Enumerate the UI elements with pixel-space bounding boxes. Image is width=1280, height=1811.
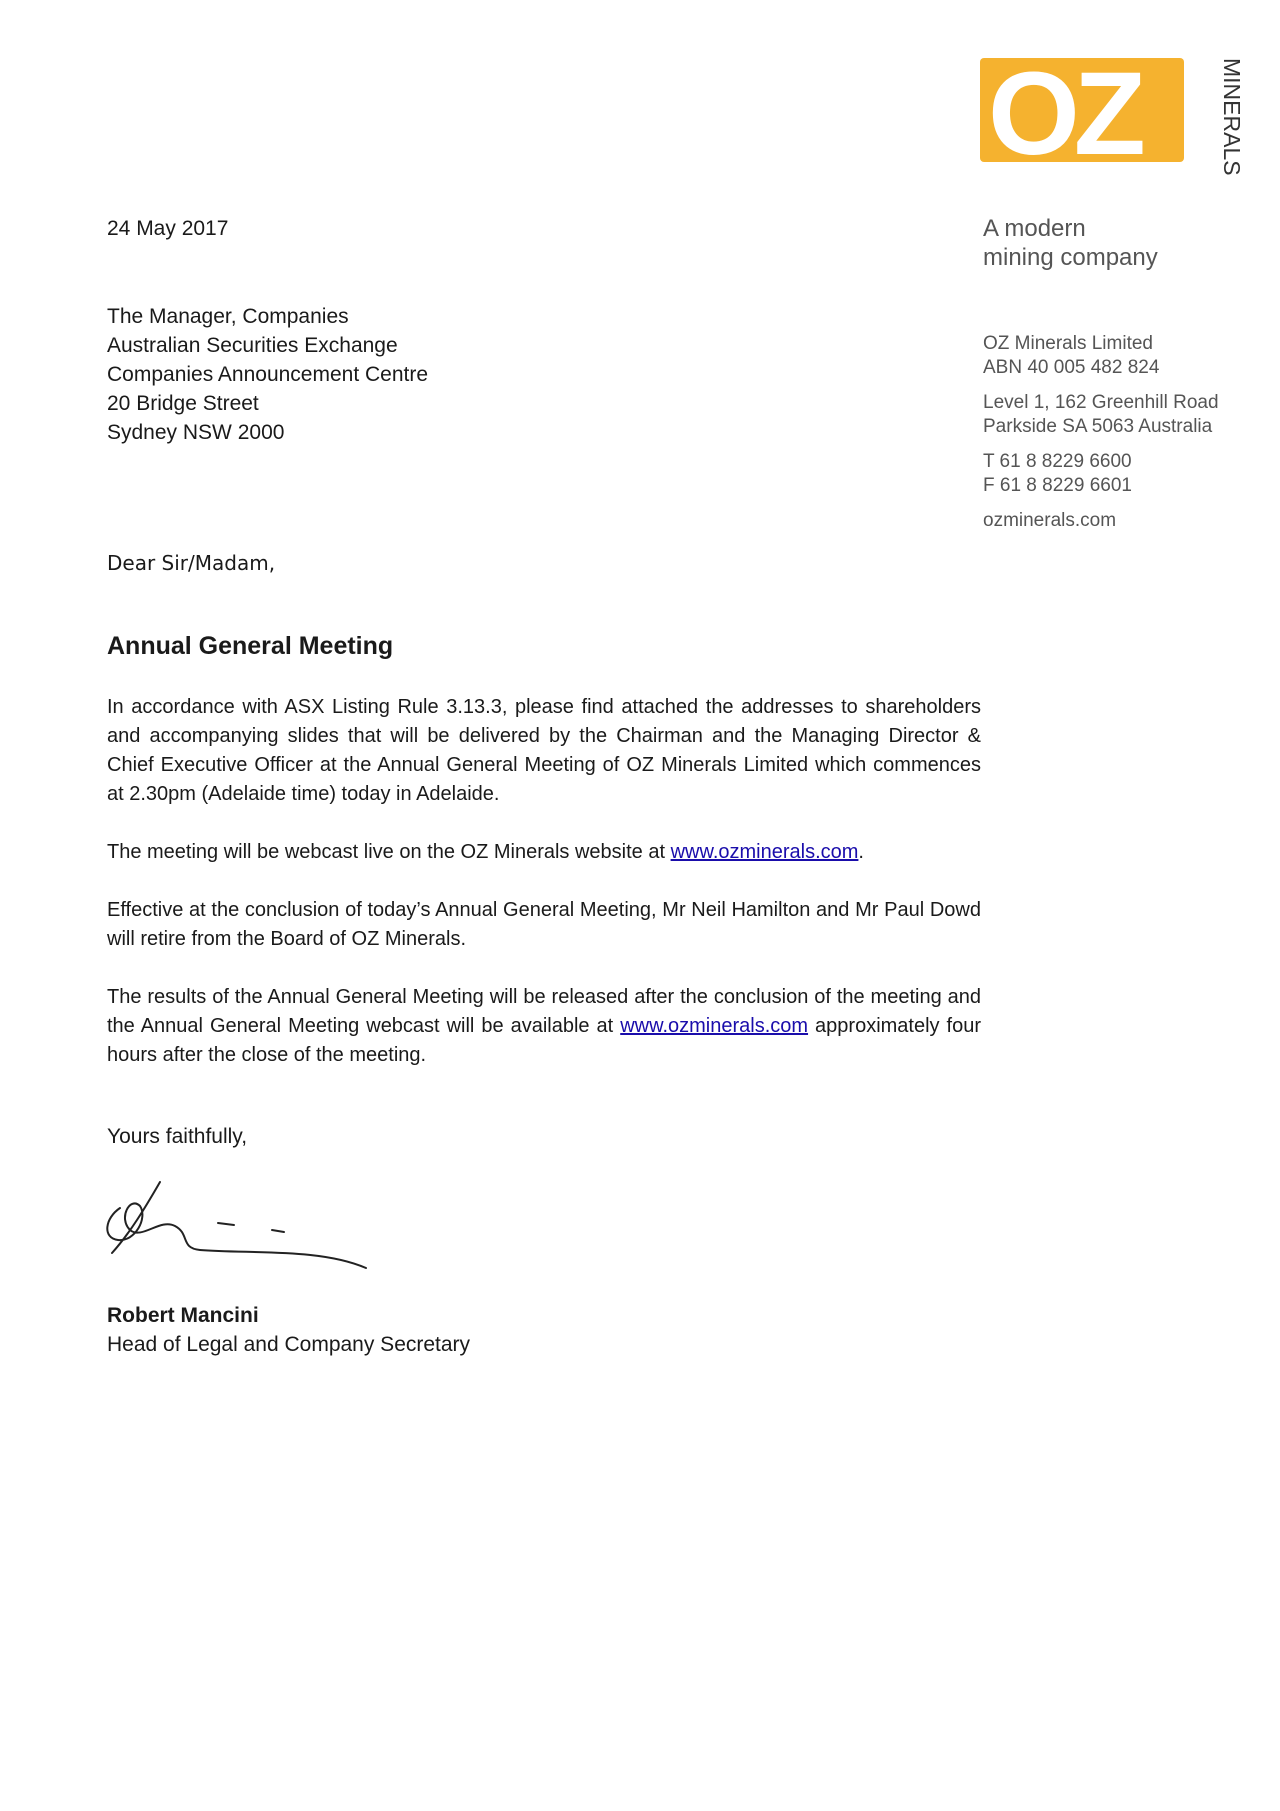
company-address-line-2: Parkside SA 5063 Australia: [983, 416, 1213, 437]
logo-oz-text: OZ: [988, 48, 1140, 180]
website-link[interactable]: www.ozminerals.com: [670, 841, 859, 863]
body-paragraph-2: [107, 838, 981, 867]
closing: Yours faithfully,: [107, 1125, 248, 1148]
para2-text: The meeting will be webcast live on the OZ Minerals website at: [107, 841, 671, 863]
signature-dash: [218, 1223, 234, 1225]
para4-text: The results of the Annual General Meeting will be released after the conclusion of the meeting and the Annual General Meeting webcast will be available at: [107, 986, 981, 1037]
tagline: [983, 214, 1158, 272]
signature-image: [100, 1178, 380, 1273]
company-fax: F 61 8 8229 6601: [983, 475, 1132, 496]
oz-minerals-logo: [980, 48, 1245, 180]
company-name: OZ Minerals Limited: [983, 333, 1153, 354]
addressee-line: Australian Securities Exchange: [107, 334, 398, 357]
tagline-line-1: A modern: [983, 215, 1086, 242]
logo-minerals-text: MINERALS: [1219, 58, 1245, 176]
signature-stroke: [107, 1182, 366, 1268]
company-address-line-1: Level 1, 162 Greenhill Road: [983, 392, 1219, 413]
salutation: Dear Sir/Madam,: [107, 551, 276, 575]
letter-body: [107, 693, 981, 1099]
signature-dash: [272, 1230, 284, 1232]
addressee-block: [107, 302, 428, 447]
company-website: ozminerals.com: [983, 510, 1117, 531]
signer-title: Head of Legal and Company Secretary: [107, 1333, 471, 1356]
company-details: [983, 332, 1219, 544]
addressee-line: Sydney NSW 2000: [107, 421, 285, 444]
addressee-line: Companies Announcement Centre: [107, 363, 429, 386]
letter-heading: Annual General Meeting: [107, 632, 394, 660]
body-paragraph-3: Effective at the conclusion of today’s Annual General Meeting, Mr Neil Hamilton and Mr Paul Dowd will retire from the Board of OZ Minerals.: [107, 899, 981, 950]
addressee-line: The Manager, Companies: [107, 305, 349, 328]
addressee-line: 20 Bridge Street: [107, 392, 259, 415]
body-paragraph-4: [107, 983, 981, 1070]
signer-name: Robert Mancini: [107, 1304, 259, 1327]
company-abn: ABN 40 005 482 824: [983, 357, 1160, 378]
letter-date: 24 May 2017: [107, 217, 229, 240]
para4-end: approximately four hours after the close of the meeting.: [107, 1015, 981, 1066]
body-paragraph-1: In accordance with ASX Listing Rule 3.13.3, please find attached the addresses to shareholders and accompanying slides that will be delivered by the Chairman and the Managing Director & Chief Executive Officer at the Annual General Meeting of OZ Minerals Limited which commences at 2.30pm (Adelaide time) today in Adelaide.: [107, 696, 981, 805]
webcast-link[interactable]: www.ozminerals.com: [620, 1015, 809, 1037]
company-phone: T 61 8 8229 6600: [983, 451, 1132, 472]
para2-end: .: [858, 841, 864, 863]
tagline-line-2: mining company: [983, 244, 1158, 271]
